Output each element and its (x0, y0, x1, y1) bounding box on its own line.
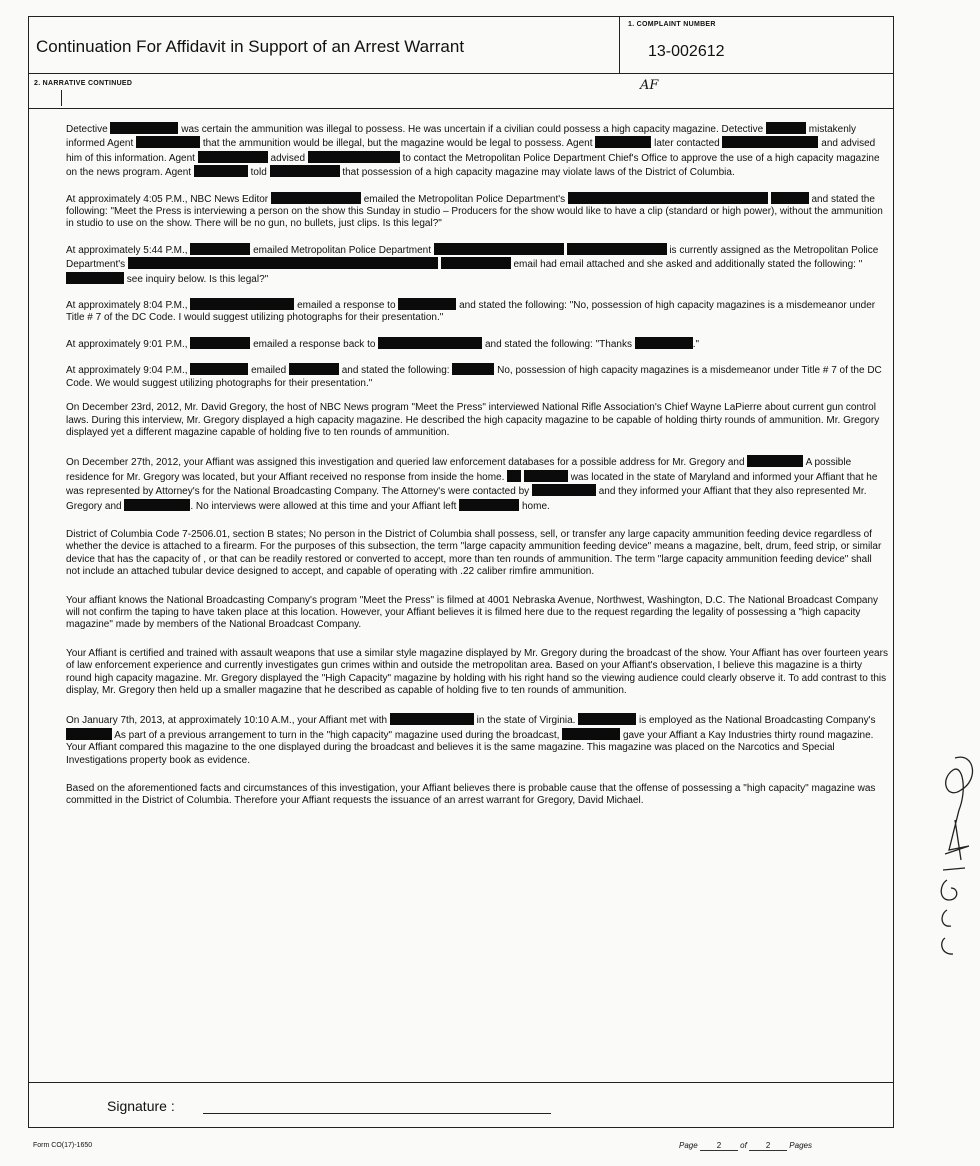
redaction (390, 713, 474, 725)
paragraph-3: At approximately 5:44 P.M., emailed Metropolitan Police Department is currently assigned as the Metropolitan Police Department's email had email attached and she asked and additionally stated the following: " see inquiry below. Is this legal?" (66, 244, 879, 285)
redaction (507, 470, 521, 482)
redaction (595, 136, 651, 148)
redaction (766, 122, 806, 134)
form-title: Continuation For Affidavit in Support of an Arrest Warrant (36, 37, 465, 56)
page-current: 2 (700, 1141, 738, 1151)
redaction (378, 337, 482, 349)
redaction (635, 337, 693, 349)
complaint-number-label: 1. COMPLAINT NUMBER (628, 21, 716, 28)
redaction (398, 298, 456, 310)
paragraph-10: Your affiant knows the National Broadcasting Company's program "Meet the Press" is filmed at 4001 Nebraska Avenue, Northwest, Washington, D.C. The National Broadcast Company will not confirm the taping to have taken place at this location. However, your Affiant believes it is filmed here due to the request regarding the legality of possessing a "high capacity magazine" made by members of the National Broadcast Company. (66, 594, 879, 631)
redaction (124, 499, 190, 511)
signature-divider (28, 1082, 894, 1083)
paragraph-7: On December 23rd, 2012, Mr. David Gregory, the host of NBC News program "Meet the Press" interviewed National Rifle Association's Chief Wayne LaPierre about current gun control laws. During this interview, Mr. Gregory displayed a high capacity magazine. He described the high capacity magazine to be capable of holding thirty rounds of ammunition. Mr. Gregory displayed yet a different magazine capable of holding five to ten rounds of ammunition. (66, 402, 880, 438)
redaction (110, 122, 178, 134)
paragraph-11: Your Affiant is certified and trained with assault weapons that use a similar style magazine displayed by Mr. Gregory during the broadcast of the show. Your Affiant has over fourteen years of law enforcement experience and currently investigates gun crimes within and outside the metropolitan area. Based on your Affiant's observation, I believe this magazine is a thirty round high capacity magazine. Mr. Gregory displayed the "High Capacity" magazine by holding with his right hand so the viewing audience could clearly observe it. To add contrast to this display, Mr. Gregory then held up a smaller magazine that he described as capable of holding five to ten rounds of ammunition. (66, 647, 888, 696)
redaction (190, 298, 294, 310)
redaction (568, 192, 768, 204)
redaction (459, 499, 519, 511)
paragraph-13: Based on the aforementioned facts and circumstances of this investigation, your Affiant believes there is probable cause that the offense of possessing a "high capacity" magazine was committed in the District of Columbia. Therefore your Affiant requests the issuance of an arrest warrant for Gregory, David Michael. (66, 783, 876, 807)
signature-field[interactable] (203, 1113, 551, 1114)
redaction (190, 363, 248, 375)
redaction (578, 713, 636, 725)
redaction (190, 337, 250, 349)
handwritten-initials: AF (640, 78, 659, 93)
redaction (567, 243, 667, 255)
complaint-number: 13-002612 (648, 43, 725, 60)
redaction (308, 151, 400, 163)
redaction (190, 243, 250, 255)
redaction (66, 728, 112, 740)
redaction (289, 363, 339, 375)
redaction (532, 484, 596, 496)
redaction (434, 243, 564, 255)
paragraph-8: On December 27th, 2012, your Affiant was assigned this investigation and queried law enforcement databases for a possible address for Mr. Gregory and A possible residence for Mr. Gregory was located, but your Affiant received no response from inside the home. was located in the state of Maryland and informed your Affiant that he was represented by Attorney's for the National Broadcasting Company. The Attorney's were contacted by and they informed your Affiant that they also represented Mr. Gregory and . No interviews were allowed at this time and your Affiant left home. (66, 457, 878, 512)
redaction (771, 192, 809, 204)
paragraph-9: District of Columbia Code 7-2506.01, section B states; No person in the District of Columbia shall possess, sell, or transfer any large capacity ammunition feeding device regardless of whether the device is attached to a firearm. For the purposes of this subsection, the term "large capacity ammunition feeding device" means a magazine, belt, drum, feed strip, or similar device that has the capacity of , or that can be readily restored or converted to accept, more than ten rounds of ammunition. The term "large capacity ammunition feeding device" shall not include an attached tubular device designed to accept, and capable of operating with .22 caliber rimfire ammunition. (66, 528, 882, 578)
redaction (524, 470, 568, 482)
narrative-label: 2. NARRATIVE CONTINUED (34, 80, 133, 87)
paragraph-1: Detective was certain the ammunition was illegal to possess. He was uncertain if a civilian could possess a high capacity magazine. Detective mistakenly informed Agent that the ammunition would be illegal, but the magazine would be legal to possess. Agent later contacted and advised him of this information. Agent advised to contact the Metropolitan Police Department Chief's Office to approve the use of a high capacity magazine on the news program. Agent told that possession of a high capacity magazine may violate laws of the District of Columbia. (66, 124, 880, 179)
text-cursor-mark (61, 90, 62, 106)
redaction (270, 165, 340, 177)
redaction (194, 165, 248, 177)
redaction (128, 257, 438, 269)
narrative-divider (28, 108, 894, 109)
signature-label: Signature : (107, 1098, 175, 1114)
redaction (271, 192, 361, 204)
paragraph-2: At approximately 4:05 P.M., NBC News Editor emailed the Metropolitan Police Department's and stated the following: "Meet the Press is interviewing a person on the show this Sunday in studio – Producers for the show would like to have a clip (standard or high power), without the ammunition in studio to use on the show. There will be no gun, no bullets, just clips. Is this legal?" (66, 193, 883, 230)
redaction (198, 151, 268, 163)
redaction (66, 272, 124, 284)
complaint-number-box (620, 16, 894, 74)
page-number: Page 2 of 2 Pages (679, 1141, 812, 1150)
form-id: Form CO(17)-1650 (33, 1142, 93, 1149)
redaction (136, 136, 200, 148)
paragraph-4: At approximately 8:04 P.M., emailed a response to and stated the following: "No, possession of high capacity magazines is a misdemeanor under Title # 7 of the DC Code. I would suggest utilizing photographs for their presentation." (66, 300, 876, 324)
redaction (441, 257, 511, 269)
redaction (562, 728, 620, 740)
redaction (722, 136, 818, 148)
redaction (452, 363, 494, 375)
redaction (747, 455, 803, 467)
narrative-body (66, 122, 888, 820)
paragraph-5: At approximately 9:01 P.M., emailed a response back to and stated the following: "Thanks ." (66, 338, 700, 350)
handwritten-signature (925, 750, 980, 965)
form-title-box (28, 16, 620, 74)
paragraph-12: On January 7th, 2013, at approximately 10:10 A.M., your Affiant met with in the state of Virginia. is employed as the National Broadcasting Company's As part of a previous arrangement to turn in the "high capacity" magazine used during the broadcast, gave your Affiant a Kay Industries thirty round magazine. Your Affiant compared this magazine to the one displayed during the broadcast and believes it is the same magazine. This magazine was placed on the Narcotics and Special Investigations property book as evidence. (66, 715, 876, 766)
paragraph-6: At approximately 9:04 P.M., emailed and stated the following: No, possession of high capacity magazines is a misdemeanor under Title # 7 of the DC Code. We would suggest utilizing photographs for their presentation." (66, 365, 882, 389)
page-total: 2 (749, 1141, 787, 1151)
